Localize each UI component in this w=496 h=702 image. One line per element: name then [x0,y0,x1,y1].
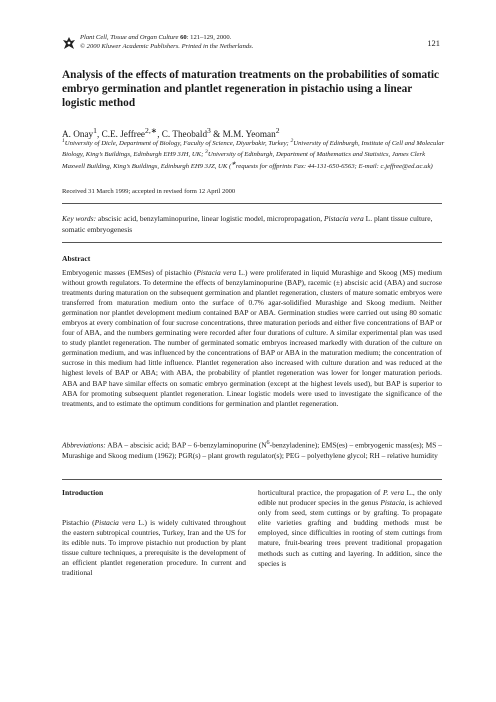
introduction-heading: Introduction [62,488,104,497]
journal-volume: 60 [180,34,187,41]
abbreviations-label: Abbreviations: [62,440,106,450]
abstract-heading: Abstract [62,254,91,263]
affiliation-2: University of Edinburgh, Institute of Cell and Molecular Biology, King’s Buildings, Edinburgh EH9 3JH, UK; [62,140,445,159]
author-2-sup: 2,∗ [145,126,158,135]
journal-header [80,34,253,51]
author-1: A. Onay [62,129,94,140]
abstract-text-1: Embryogenic masses (EMSes) of pistachio ( [62,268,197,277]
affiliation-3: University of Edinburgh, Department of Mathematics and Statistics, James Clerk Maxwell Building, King’s Buildings, Edinburgh EH9 3JZ, UK ( [62,151,426,171]
affiliations [62,137,446,171]
keywords-species: Pistacia vera [323,214,364,223]
journal-name: Plant Cell, Tissue and Organ Culture [80,34,179,41]
keywords-text-1: abscisic acid, benzylaminopurine, linear logistic model, micropropagation, [96,214,324,223]
intro-text: L.) is widely cultivated throughout the eastern subtropical countries, Turkey, Iran and the US for its edible nuts. To improve pistachio nut production by plant tissue culture techniques, a prerequisite is the development of an efficient plantlet regeneration procedure. In current and traditional [62,518,246,578]
author-4-sup: 2 [275,126,280,135]
keywords-text-2: L. plant tissue culture, somatic embryogenesis [62,214,433,234]
publisher-line: © 2000 Kluwer Academic Publishers. Printed in the Netherlands. [80,42,254,50]
author-1-sup: 1 [93,126,97,135]
publisher-logo-icon [62,36,76,50]
introduction-column-2 [258,488,442,569]
abbreviations [62,438,442,461]
intro-text: L., the only edible nut producer species in the genus [258,488,442,508]
intro-text: horticultural practice, the propagation of [258,488,383,497]
paper-title: Analysis of the effects of maturation treatments on the probabilities of somatic embryo germination and plantlet regeneration in pistachio using a linear logistic method [62,69,440,110]
introduction-column-1 [62,518,246,579]
journal-citation [80,34,253,43]
author-3: C. Theobald [161,129,208,140]
keywords-label: Key words: [62,214,97,223]
divider [62,479,442,480]
divider [62,203,442,204]
abbreviations-text-2: -benzyladenine); EMS(es) – embryogenic mass(es); MS – Murashige and Skoog medium (1962); PGR(s) – plant growth regulator(s); PEG – polyethylene glycol; RH – relative humidity [62,440,442,460]
abstract-species: Pistacia vera [196,268,237,277]
intro-species: P. vera [382,488,405,497]
intro-species: Pistacia vera [94,518,136,527]
journal-pages: : 121–129, 2000. [186,34,232,41]
affiliation-1: University of Dicle, Department of Biology, Faculty of Science, Diyarbakir, Turkey; [64,140,291,148]
received-dates: Received 31 March 1999; accepted in revised form 12 April 2000 [62,188,236,195]
abbreviations-text-1: ABA – abscisic acid; BAP – 6-benzylaminopurine (N [105,440,267,450]
author-3-sup: 3 [207,126,211,135]
author-separator: , [96,129,102,140]
author-4: M.M. Yeoman [222,129,276,140]
divider [62,242,442,243]
intro-text: Pistachio ( [62,518,95,527]
affiliation-3-sup: 3 [205,149,208,156]
intro-text: , is achieved only from seed, stem cuttings or by grafting. To propagate elite varieties grafting and budding methods must be employed, since difficulties in rooting of stem cuttings from mature, fruit-bearing trees prevent traditional propagation methods such as cutting and layering. In addition, since the species is [258,498,443,568]
author-separator: & [210,129,223,140]
keywords [62,214,442,235]
affiliation-2-sup: 2 [290,138,294,144]
correspondence: requests for offprints Fax: 44-131-650-6563; E-mail: c.jeffree@ed.ac.uk) [235,163,433,171]
intro-genus: Pistacia [380,498,405,508]
author-2: C.E. Jeffree [101,129,146,140]
corresponding-star: ∗ [231,160,236,167]
abstract-body [62,268,442,409]
abstract-text-2: L.) were proliferated in liquid Murashige and Skoog (MS) medium without growth regulators. To determine the effects of benzylaminopurine (BAP), racemic (±) abscisic acid (ABA) and sucrose treatments during maturation on the subsequent germination and plantlet regeneration, clusters of mature somatic embryos were transferred from maturation medium onto the surface of 0.7% agar-solidified Murashige and Skoog medium. Neither germination nor plantlet development medium contained BAP or ABA. Germination studies were carried out using 80 somatic embryos at every combination of four sucrose concentrations, three maturation periods and either five concentrations of BAP or four of ABA, and the numbers germinating were recorded after four durations of culture. A similar experimental plan was used to study plantlet regeneration. The number of germinated somatic embryos increased markedly with duration of the culture on germination medium, and was influenced by the concentrations of BAP or ABA in the maturation medium; the concentration of sucrose in this medium had little influence. Plantlet regeneration also increased with culture duration and was reduced at the highest levels of BAP or ABA; with ABA, the probability of plantlet regeneration was lower for longer maturation periods. ABA and BAP have similar effects on somatic embryo germination (except at the highest levels used), but BAP is superior to ABA for promoting subsequent plantlet regeneration. Linear logistic models were used to investigate the significance of the treatments, and to estimate the optimum conditions for germination and plantlet regeneration. [62,268,443,408]
affiliation-1-sup: 1 [62,138,65,144]
author-separator: , [157,129,162,140]
abbreviations-sup: 6 [266,440,270,446]
page-number: 121 [427,38,440,48]
